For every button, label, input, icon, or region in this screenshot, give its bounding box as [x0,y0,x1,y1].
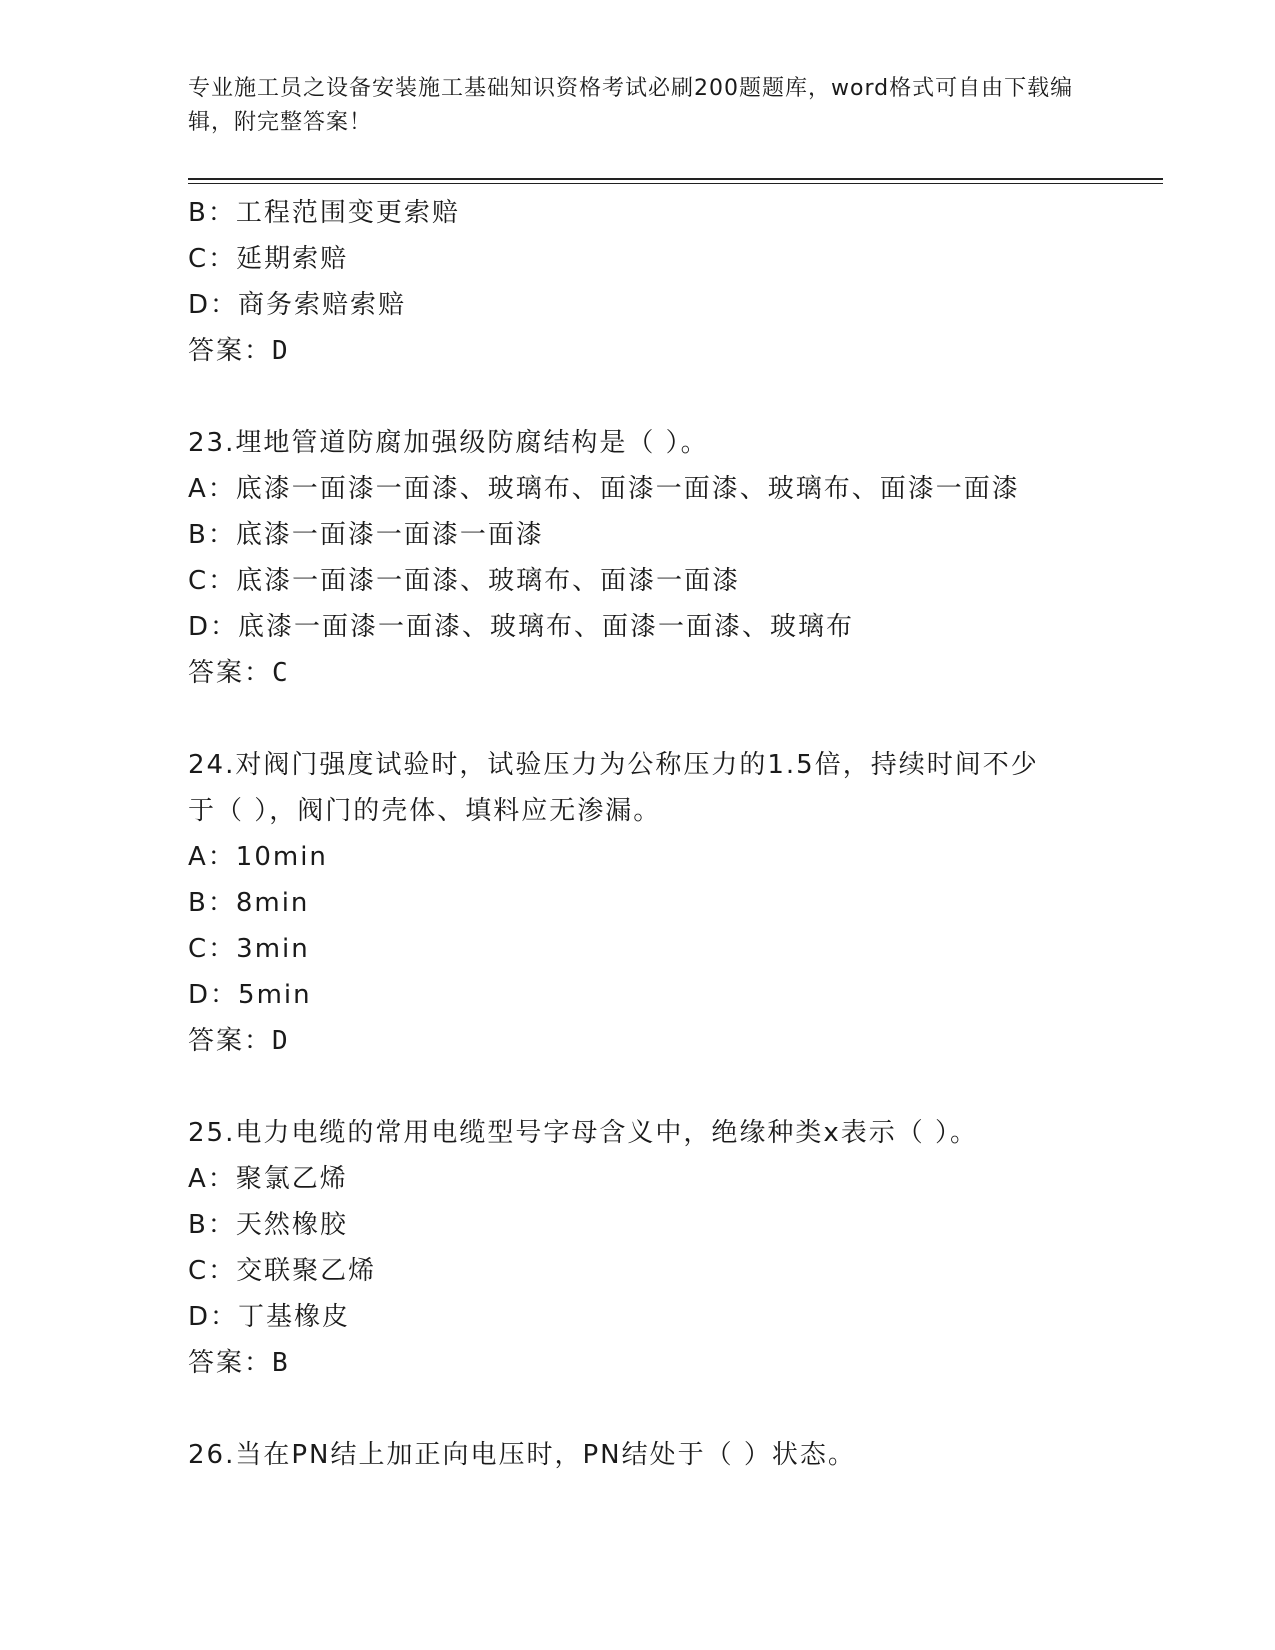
question-23-stem: 23.埋地管道防腐加强级防腐结构是（ ）。 [188,428,709,458]
answer-line: 答案：D [188,336,290,366]
answer-line: 答案：C [188,658,290,688]
option-d: D：底漆一面漆一面漆、玻璃布、面漆一面漆、玻璃布 [188,612,855,642]
option-c: C：底漆一面漆一面漆、玻璃布、面漆一面漆 [188,566,741,596]
option-c: C：交联聚乙烯 [188,1256,377,1286]
question-list [188,190,1088,1478]
option-d: D：丁基橡皮 [188,1302,351,1332]
header-rule-thin [188,183,1163,184]
question-25-stem: 25.电力电缆的常用电缆型号字母含义中，绝缘种类x表示（ ）。 [188,1118,979,1148]
document-title: 专业施工员之设备安装施工基础知识资格考试必刷200题题库，word格式可自由下载编辑，附完整答案！ [188,76,1074,135]
header-rule-thick [188,178,1163,180]
option-b: B：天然橡胶 [188,1210,348,1240]
option-d: D：商务索赔索赔 [188,290,407,320]
option-a: A：底漆一面漆一面漆、玻璃布、面漆一面漆、玻璃布、面漆一面漆 [188,474,1020,504]
option-b: B：底漆一面漆一面漆一面漆 [188,520,544,550]
question-24-stem-line2: 于（ ），阀门的壳体、填料应无渗漏。 [188,796,662,826]
option-c: C：3min [188,934,310,964]
answer-line: 答案：B [188,1348,290,1378]
option-c: C：延期索赔 [188,244,349,274]
document-header [188,72,1088,140]
option-b: B：8min [188,888,310,918]
option-b: B：工程范围变更索赔 [188,198,460,228]
question-26-stem: 26.当在PN结上加正向电压时，PN结处于（ ）状态。 [188,1440,856,1470]
option-a: A：聚氯乙烯 [188,1164,348,1194]
option-d: D：5min [188,980,312,1010]
option-a: A：10min [188,842,328,872]
question-24-stem-line1: 24.对阀门强度试验时，试验压力为公称压力的1.5倍，持续时间不少 [188,750,1039,780]
answer-line: 答案：D [188,1026,290,1056]
